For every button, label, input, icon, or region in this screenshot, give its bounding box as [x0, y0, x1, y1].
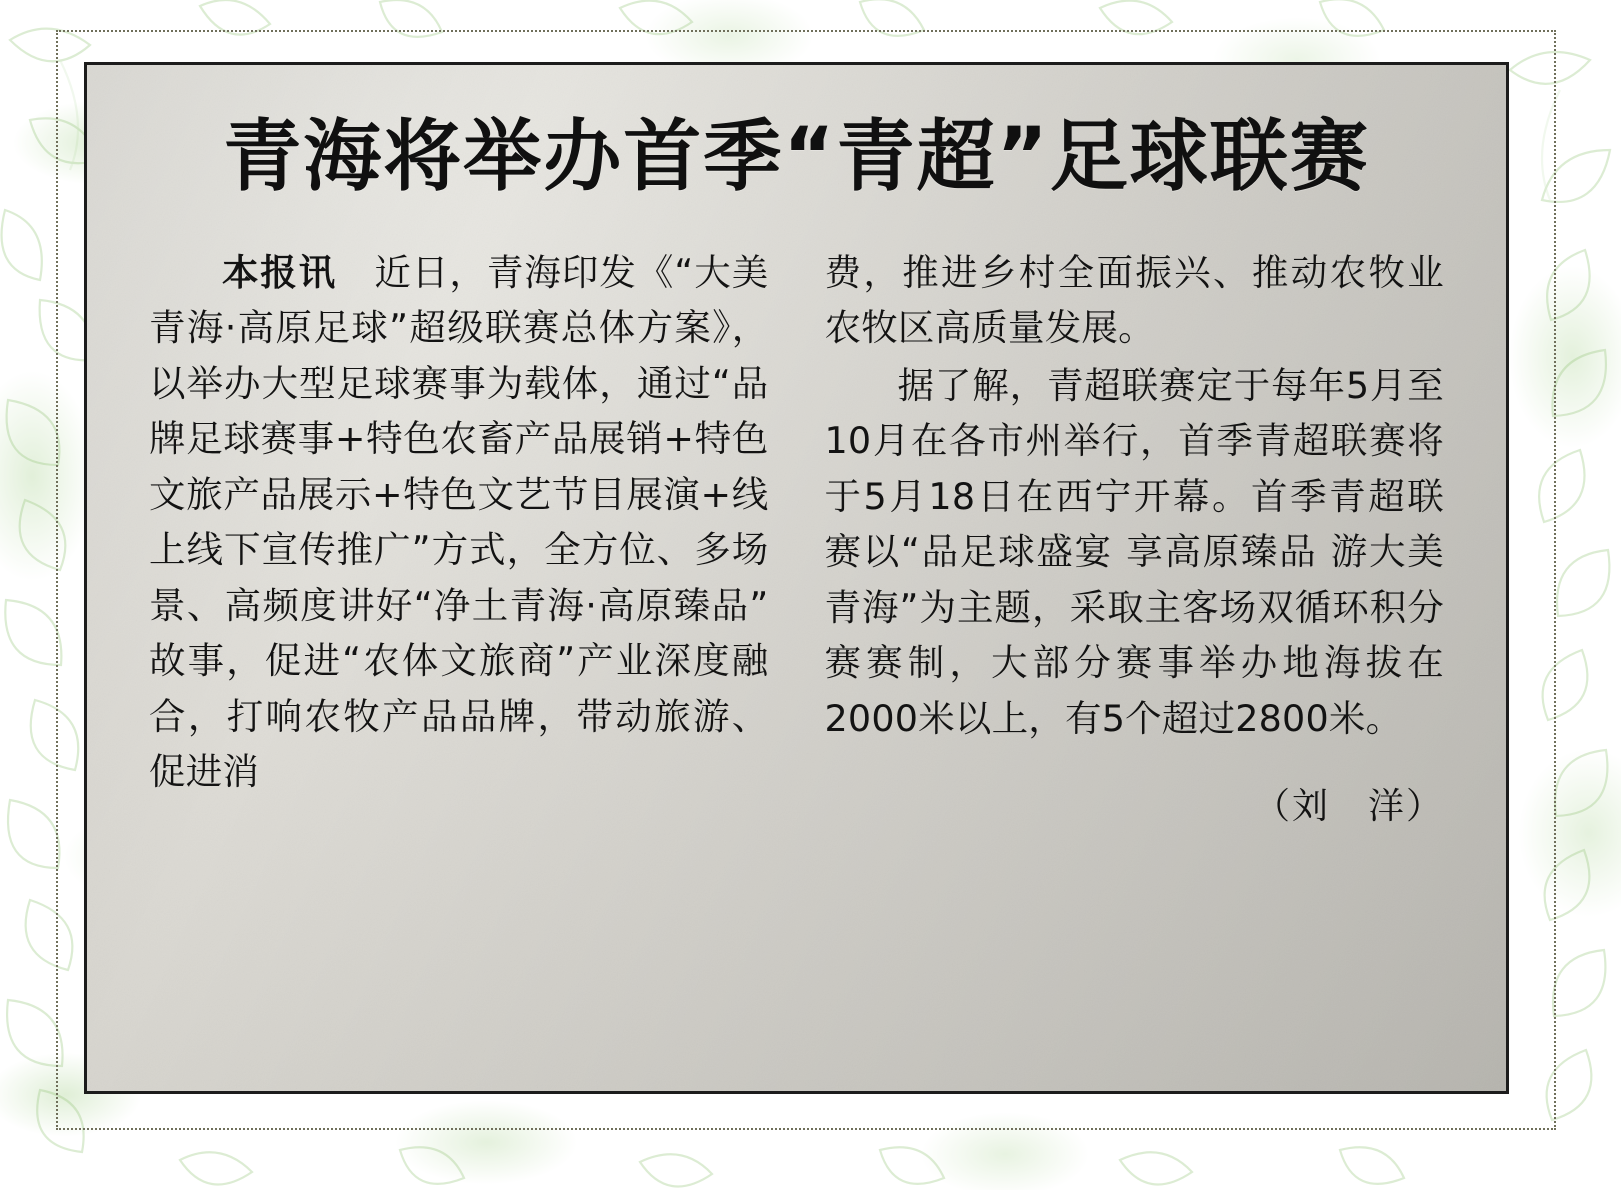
paragraph	[149, 245, 769, 800]
article-headline: 青海将举办首季“青超”足球联赛	[223, 112, 1370, 202]
lead-label: 本报讯	[222, 250, 337, 294]
column-left	[149, 245, 769, 835]
paragraph: 费，推进乡村全面振兴、推动农牧业农牧区高质量发展。	[824, 250, 1444, 350]
newspaper-clipping	[84, 62, 1509, 1094]
article-body	[149, 245, 1444, 835]
column-right	[825, 245, 1445, 835]
paragraph: 据了解，青超联赛定于每年5月至10月在各市州举行，首季青超联赛将于5月18日在西宁开幕。首季青超联赛以“品足球盛宴 享高原臻品 游大美青海”为主题，采取主客场双循环积分赛赛制，大部分赛事举办地海拔在2000米以上，有5个超过2800米。	[824, 363, 1444, 740]
article-byline: （刘 洋）	[1253, 786, 1444, 828]
paragraph-text: 近日，青海印发《“大美青海·高原足球”超级联赛总体方案》，以举办大型足球赛事为载体，通过“品牌足球赛事+特色农畜产品展销+特色文旅产品展示+特色文艺节目展演+线上线下宣传推广”方式，全方位、多场景、高频度讲好“净土青海·高原臻品”故事，促进“农体文旅商”产业深度融合，打响农牧产品品牌，带动旅游、促进消	[149, 250, 769, 794]
